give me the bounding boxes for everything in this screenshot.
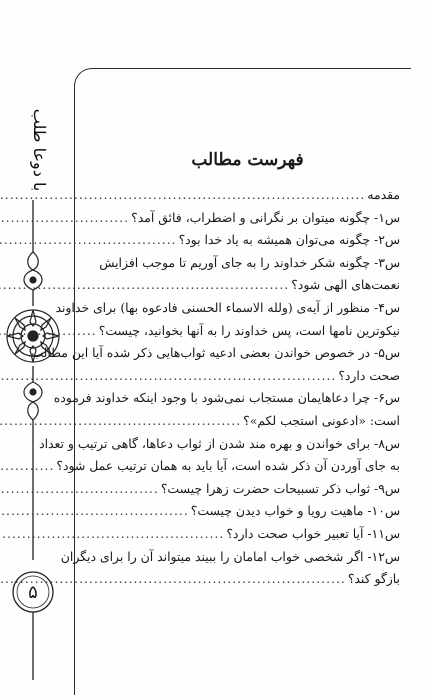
toc-entry-row: [95, 365, 400, 388]
toc-entry-row: [95, 320, 400, 343]
toc-entry-title: بازگو کند؟: [347, 571, 400, 587]
table-of-contents: [31, 184, 400, 591]
page-number: ۵: [28, 581, 38, 603]
toc-entry-title: س۱۱- آیا تعبیر خواب صحت دارد؟: [226, 525, 400, 541]
toc-dot-leader: [0, 229, 179, 252]
toc-entry-title: مقدمه: [367, 187, 400, 202]
toc-entry-title: به جای آوردن آن ذکر شده است، آیا باید به همان ترتیب عمل شود؟: [56, 458, 400, 474]
toc-entry-row: [95, 568, 400, 591]
toc-entry-title: صحت دارد؟: [338, 367, 400, 383]
toc-entry-row: [95, 500, 400, 523]
toc-dot-leader: [0, 274, 291, 297]
toc-dot-leader: [0, 500, 191, 523]
toc-entry-row: [95, 274, 400, 297]
toc-dot-leader: [0, 207, 131, 230]
toc-entry-row: [56, 455, 400, 478]
toc-entry-title: نیکوترین نامها است، پس خداوند را به آنها بخوانید، چیست؟: [98, 322, 400, 338]
toc-entry-row: [95, 229, 400, 252]
toc-entry: [95, 523, 400, 546]
toc-title: فهرست مطالب: [191, 150, 304, 170]
running-head: با دوعا طلب: [30, 108, 49, 192]
toc-entry-line: س۵- در خصوص خواندن بعضی ادعیه ثواب‌هایی ذکر شده آیا این مطالب: [31, 345, 400, 361]
toc-entry-row: [95, 410, 400, 433]
toc-dot-leader: [0, 523, 226, 546]
toc-entry: [95, 252, 400, 297]
toc-entry: [31, 342, 400, 387]
toc-entry-row: [95, 523, 400, 546]
toc-entry: [53, 387, 400, 432]
toc-entry-title: س۱۰- ماهیت رویا و خواب دیدن چیست؟: [190, 503, 400, 519]
toc-dot-leader: [0, 320, 99, 343]
toc-entry-row: [95, 478, 400, 501]
toc-dot-leader: [0, 410, 243, 433]
toc-entry-title: نعمت‌های الهی شود؟: [291, 277, 400, 293]
toc-dot-leader: [0, 478, 161, 501]
toc-entry-line: س۸- برای خواندن و بهره مند شدن از ثواب دعاها، گاهی ترتیب و تعداد: [39, 435, 400, 451]
toc-entry-title: س۱- چگونه میتوان بر نگرانی و اضطراب، فائق آمد؟: [131, 209, 400, 225]
toc-entry: [95, 184, 400, 207]
toc-entry: [95, 478, 400, 501]
toc-entry-line: س۳- چگونه شکر خداوند را به جای آوریم تا موجب افزایش: [99, 254, 400, 270]
toc-entry-title: س۲- چگونه می‌توان همیشه به یاد خدا بود؟: [178, 232, 400, 248]
toc-entry-line: س۴- منظور از آیه‌ی (ولله الاسماء الحسنی فادعوه بها) برای خداوند: [55, 299, 400, 315]
toc-dot-leader: [0, 455, 56, 478]
toc-entry-row: [95, 184, 400, 207]
toc-entry: [60, 546, 400, 591]
toc-entry: [55, 297, 400, 342]
toc-entry-line: س۶- چرا دعاهایمان مستجاب نمی‌شود با وجود اینکه خداوند فرموده: [53, 390, 400, 406]
toc-entry-row: [95, 207, 400, 230]
toc-entry: [95, 229, 400, 252]
toc-dot-leader: [0, 184, 367, 207]
toc-entry: [95, 500, 400, 523]
toc-entry-title: است: «ادعونی استجب لکم»؟: [243, 412, 400, 428]
toc-dot-leader: [0, 365, 338, 388]
toc-entry-title: س۹- ثواب ذکر تسبیحات حضرت زهرا چیست؟: [160, 480, 400, 496]
toc-entry: [39, 433, 400, 478]
toc-dot-leader: [0, 568, 348, 591]
toc-entry: [95, 207, 400, 230]
toc-entry-line: س۱۲- اگر شخصی خواب امامان را ببیند میتواند آن را برای دیگران: [60, 548, 400, 564]
